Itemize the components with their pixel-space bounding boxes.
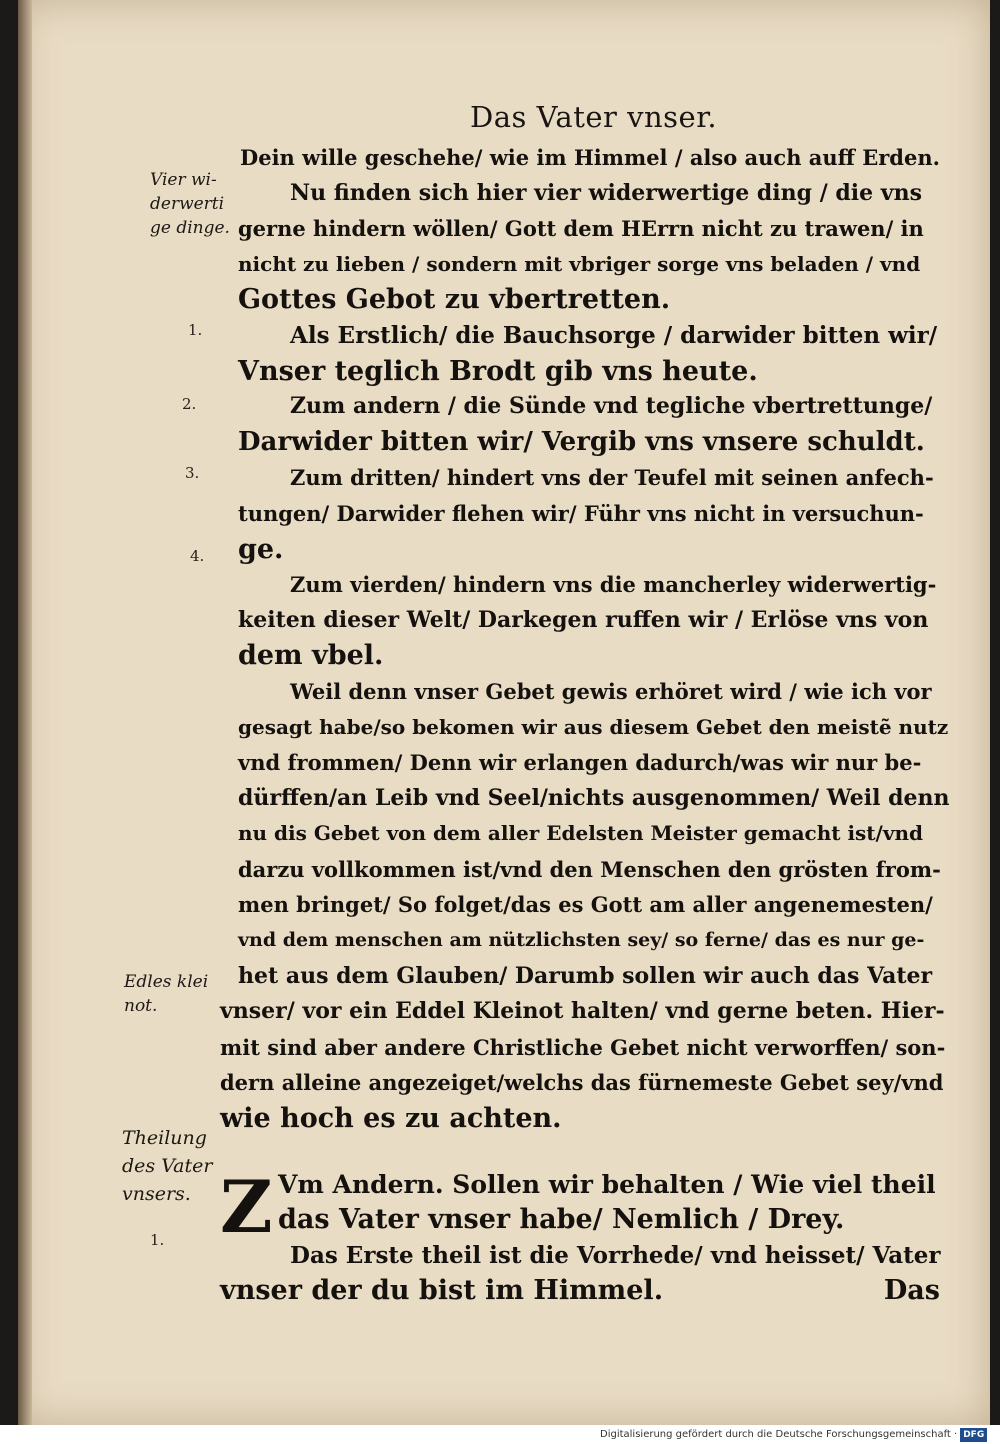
text-line: Vnser teglich Brodt gib vns heute. — [238, 355, 758, 387]
text-line: Das Erste theil ist die Vorrhede/ vnd heisset/ Vater — [290, 1241, 941, 1269]
text-line: Weil denn vnser Gebet gewis erhöret wird / wie ich vor — [290, 678, 932, 704]
text-line: nu dis Gebet von dem aller Edelsten Meister gemacht ist/vnd — [238, 821, 923, 846]
text-line: darzu vollkommen ist/vnd den Menschen den grösten from- — [238, 856, 941, 882]
drop-cap-initial: Z — [220, 1163, 273, 1249]
text-line: keiten dieser Welt/ Darkegen ruffen wir / Erlöse vns von — [238, 606, 929, 633]
text-line-last — [220, 1273, 950, 1309]
text-line: Zum dritten/ hindert vns der Teufel mit seinen anfech- — [290, 465, 934, 491]
text-line: Darwider bitten wir/ Vergib vns vnsere schuldt. — [238, 426, 925, 457]
page-gutter-shadow — [18, 0, 32, 1425]
section-gap — [220, 1137, 950, 1167]
text-line: tungen/ Darwider flehen wir/ Führ vns nicht in versuchun- — [238, 500, 924, 526]
margin-number-2: 2. — [182, 395, 197, 413]
text-line: vnser der du bist im Himmel. — [220, 1275, 664, 1307]
margin-note-vier-widerwertige: Vier wi- derwerti ge dinge. — [150, 170, 230, 238]
text-line: vnser/ vor ein Eddel Kleinot halten/ vnd gerne beten. Hier- — [220, 998, 945, 1025]
text-line: dern alleine angezeiget/welchs das fürnemeste Gebet sey/vnd — [220, 1070, 944, 1096]
text-line: ge. — [238, 533, 284, 565]
dfg-logo: DFG — [960, 1428, 987, 1442]
text-line: Nu finden sich hier vier widerwertige ding / die vns — [290, 179, 922, 206]
text-line: das Vater vnser habe/ Nemlich / Drey. — [278, 1204, 845, 1236]
running-head: Das Vater vnser. — [470, 100, 718, 134]
text-line: gesagt habe/so bekomen wir aus diesem Gebet den meistẽ nutz — [238, 714, 949, 739]
text-line: het aus dem Glauben/ Darumb sollen wir auch das Vater — [238, 962, 933, 989]
margin-number-section-1: 1. — [150, 1231, 165, 1249]
text-line: vnd frommen/ Denn wir erlangen dadurch/was wir nur be- — [238, 750, 922, 776]
section-opening — [220, 1163, 950, 1249]
margin-note-edles-kleinot: Edles klei not. — [124, 972, 209, 1016]
text-line: Als Erstlich/ die Bauchsorge / darwider bitten wir/ — [290, 321, 938, 349]
text-line: wie hoch es zu achten. — [220, 1103, 562, 1135]
text-line: dem vbel. — [238, 640, 384, 672]
text-line: Vm Andern. Sollen wir behalten / Wie viel theil — [278, 1169, 936, 1199]
digitization-credit — [600, 1428, 998, 1442]
text-line: gerne hindern wöllen/ Gott dem HErrn nicht zu trawen/ in — [238, 216, 924, 242]
text-line: men bringet/ So folget/das es Gott am aller angenemesten/ — [238, 892, 933, 918]
margin-number-4: 4. — [190, 547, 205, 565]
text-line: Dein wille geschehe/ wie im Himmel / also auch auff Erden. — [240, 145, 940, 170]
text-line: nicht zu lieben / sondern mit vbriger sorge vns beladen / vnd — [238, 251, 921, 276]
margin-number-3: 3. — [185, 464, 200, 482]
margin-number-1: 1. — [188, 321, 203, 339]
text-line: Zum vierden/ hindern vns die mancherley widerwertig- — [290, 572, 937, 598]
body-text — [220, 140, 950, 1309]
text-line: dürffen/an Leib vnd Seel/nichts ausgenommen/ Weil denn — [238, 784, 950, 811]
credit-text: Digitalisierung gefördert durch die Deutsche Forschungsgemeinschaft · — [600, 1429, 958, 1440]
text-line: vnd dem menschen am nützlichsten sey/ so ferne/ das es nur ge- — [238, 929, 925, 952]
text-line: Gottes Gebot zu vbertretten. — [238, 284, 671, 316]
text-line: Zum andern / die Sünde vnd tegliche vbertrettunge/ — [290, 393, 933, 420]
catchword: Das — [883, 1275, 940, 1307]
margin-note-theilung: Theilung des Vater vnsers. — [122, 1127, 213, 1205]
text-line: mit sind aber andere Christliche Gebet nicht verworffen/ son- — [220, 1034, 946, 1060]
